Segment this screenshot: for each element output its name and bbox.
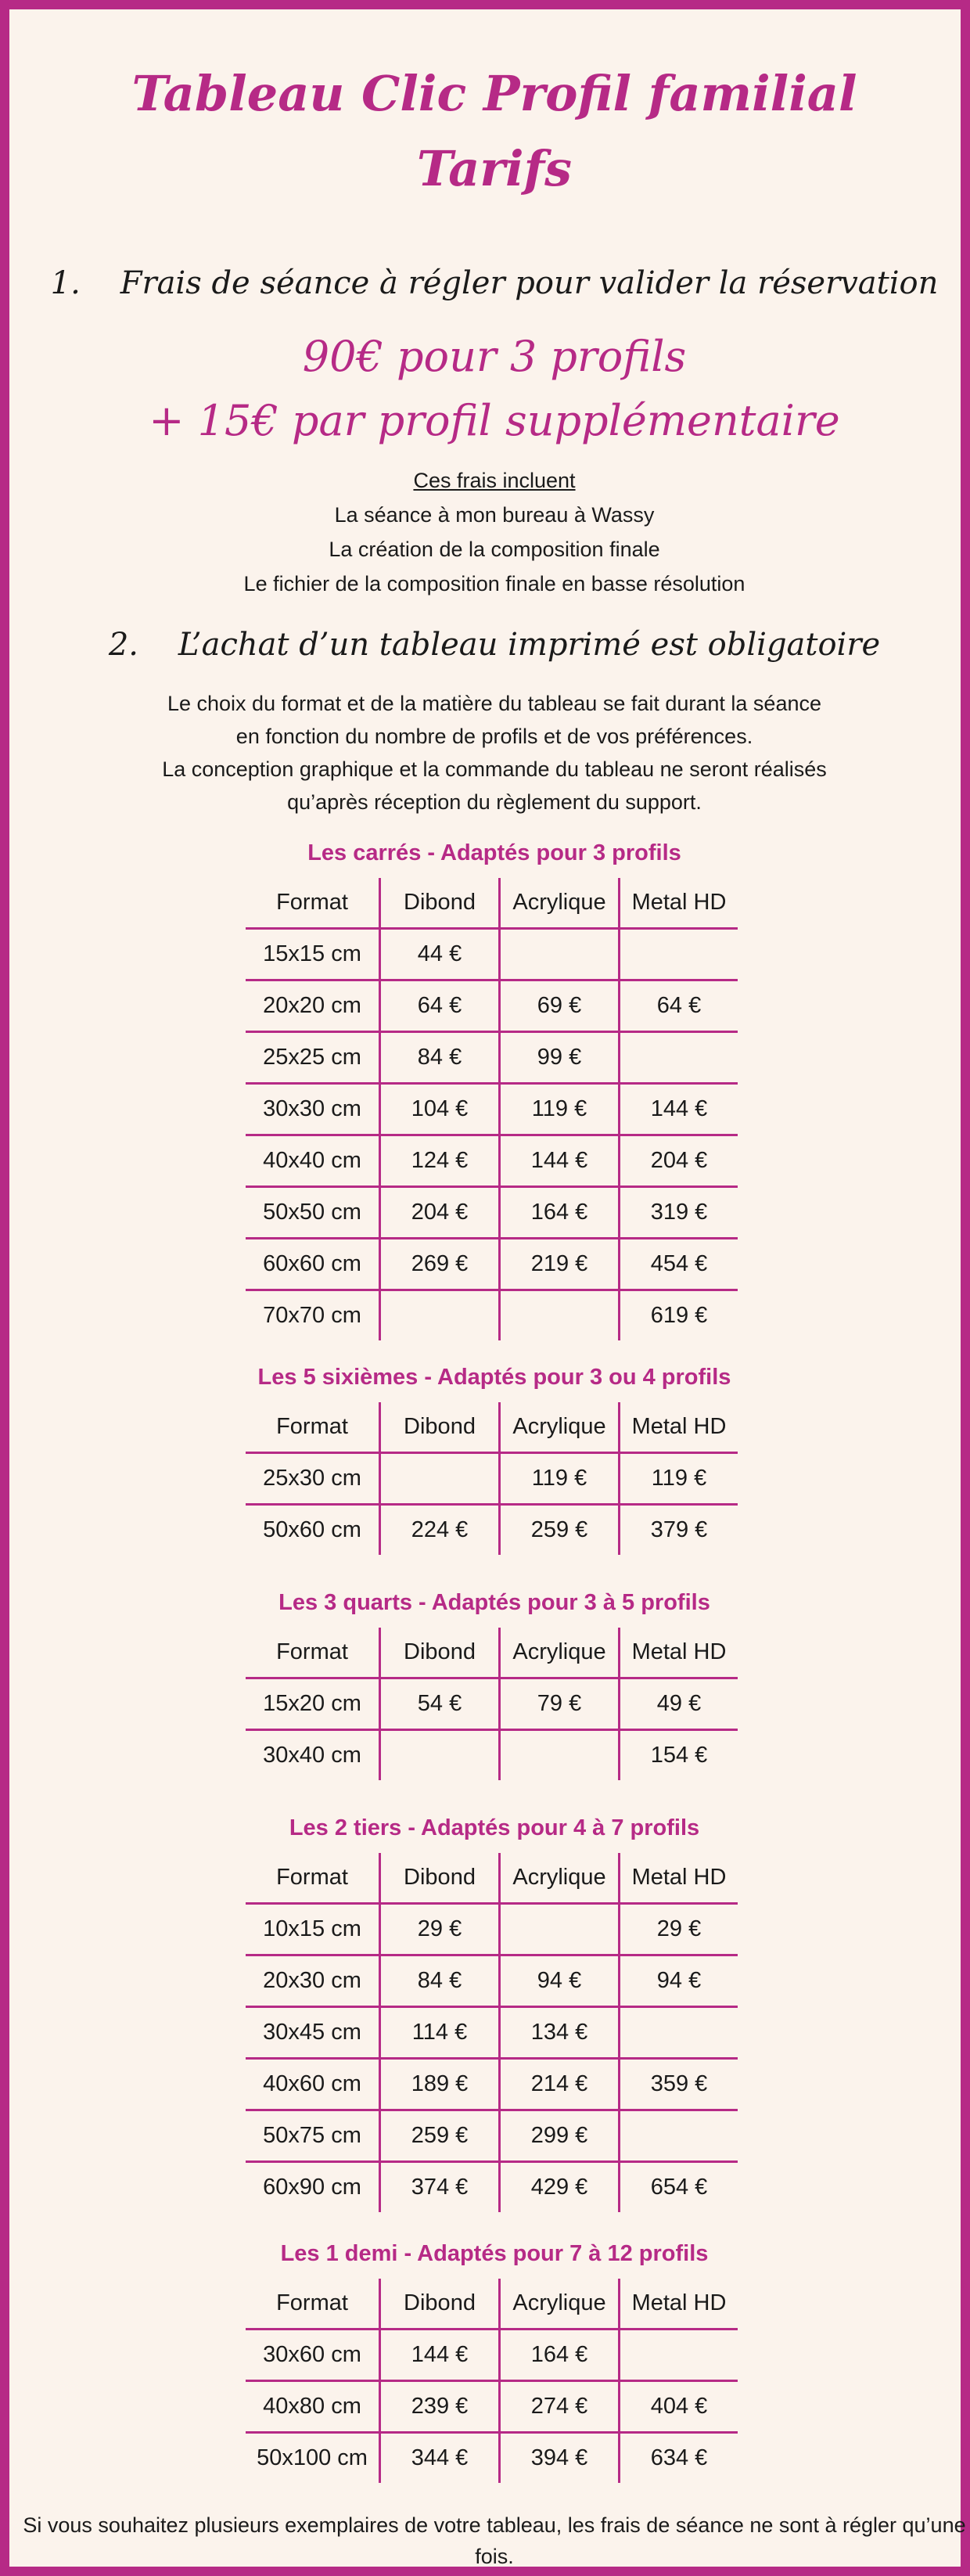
column-header: Acrylique (500, 1628, 620, 1678)
table-row (246, 1032, 738, 1084)
price-cell (500, 1904, 620, 1955)
price-cell: 119 € (500, 1084, 620, 1135)
price-cell: 84 € (380, 1955, 500, 2007)
column-header: Format (246, 1628, 380, 1678)
price-cell: 29 € (380, 1904, 500, 1955)
price-cell (620, 2007, 738, 2059)
column-header: Format (246, 878, 380, 929)
price-cell: 359 € (620, 2059, 738, 2110)
price-cell: 219 € (500, 1239, 620, 1290)
format-cell: 25x30 cm (246, 1453, 380, 1505)
price-base: 90€ pour 3 profils (302, 332, 687, 381)
price-cell: 49 € (620, 1678, 738, 1730)
price-cell: 259 € (500, 1505, 620, 1556)
format-cell: 70x70 cm (263, 1303, 361, 1328)
format-cell: 20x20 cm (246, 980, 380, 1032)
price-cell: 259 € (380, 2110, 500, 2162)
includes-heading: Ces frais incluent (413, 469, 576, 492)
price-cell: 44 € (380, 929, 500, 980)
price-cell: 154 € (620, 1730, 738, 1781)
format-cell: 10x15 cm (246, 1904, 380, 1955)
table-row (246, 1135, 738, 1187)
price-cell: 274 € (500, 2381, 620, 2433)
table-title-un-demi: Les 1 demi - Adaptés pour 7 à 12 profils (280, 2241, 709, 2266)
price-table-trois-quarts (246, 1628, 738, 1780)
paragraph-line: qu’après réception du règlement du support. (287, 790, 702, 814)
format-cell: 30x40 cm (263, 1743, 361, 1768)
table-title-carres: Les carrés - Adaptés pour 3 profils (307, 840, 681, 865)
price-cell: 299 € (500, 2110, 620, 2162)
format-cell: 50x50 cm (246, 1187, 380, 1239)
format-cell: 30x45 cm (246, 2007, 380, 2059)
price-cell: 119 € (500, 1453, 620, 1505)
column-header: Metal HD (620, 1628, 738, 1678)
format-cell: 30x30 cm (246, 1084, 380, 1135)
section-1-heading-text: Frais de séance à régler pour valider la réservation (120, 265, 939, 301)
table-row (246, 1678, 738, 1730)
price-cell: 69 € (500, 980, 620, 1032)
price-table-carres (246, 878, 738, 1340)
includes-item: Le fichier de la composition finale en basse résolution (243, 572, 745, 595)
table-row (246, 929, 738, 980)
price-cell: 344 € (380, 2433, 500, 2484)
price-cell: 429 € (500, 2162, 620, 2213)
format-cell: 50x100 cm (257, 2445, 368, 2470)
format-cell: 25x25 cm (246, 1032, 380, 1084)
table-row (246, 1239, 738, 1290)
column-header: Acrylique (500, 2279, 620, 2330)
paragraph-line: en fonction du nombre de profils et de vos préférences. (235, 725, 753, 748)
price-cell: 204 € (620, 1135, 738, 1187)
column-header: Metal HD (620, 1402, 738, 1453)
price-cell: 84 € (380, 1032, 500, 1084)
price-cell: 64 € (380, 980, 500, 1032)
price-cell: 189 € (380, 2059, 500, 2110)
price-cell: 99 € (500, 1032, 620, 1084)
format-cell: 40x40 cm (246, 1135, 380, 1187)
table-row (246, 1505, 738, 1556)
column-header: Dibond (380, 2279, 500, 2330)
table-row (246, 2330, 738, 2381)
price-cell: 124 € (380, 1135, 500, 1187)
price-cell (500, 1290, 620, 1341)
price-cell: 64 € (620, 980, 738, 1032)
column-header: Metal HD (620, 2279, 738, 2330)
column-header: Metal HD (620, 878, 738, 929)
price-cell (500, 929, 620, 980)
price-cell (620, 2330, 738, 2381)
price-table-cinq-sixiemes (246, 1402, 738, 1555)
price-cell: 634 € (620, 2433, 738, 2484)
price-cell (620, 929, 738, 980)
column-header: Acrylique (500, 878, 620, 929)
page-title: Tableau Clic Profil familial (131, 65, 857, 122)
price-cell: 94 € (500, 1955, 620, 2007)
table-row (246, 1730, 738, 1781)
includes-block (9, 463, 970, 601)
column-header: Dibond (380, 1853, 500, 1904)
price-cell: 164 € (500, 2330, 620, 2381)
table-row (246, 980, 738, 1032)
column-header: Format (246, 2279, 380, 2330)
table-header-row (246, 1402, 738, 1453)
table-row (246, 1187, 738, 1239)
section-1-heading (9, 260, 970, 307)
table-header-row (246, 1628, 738, 1678)
table-title-trois-quarts: Les 3 quarts - Adaptés pour 3 à 5 profils (278, 1590, 710, 1615)
column-header: Acrylique (500, 1402, 620, 1453)
column-header: Dibond (380, 1402, 500, 1453)
paragraph-line: La conception graphique et la commande du tableau ne seront réalisés (162, 757, 827, 781)
price-cell: 144 € (500, 1135, 620, 1187)
price-cell: 79 € (500, 1678, 620, 1730)
price-cell: 619 € (620, 1290, 738, 1341)
price-cell: 319 € (620, 1187, 738, 1239)
footer-note: Si vous souhaitez plusieurs exemplaires de votre tableau, les frais de séance ne sont à régler qu’une fois. (23, 2513, 966, 2568)
price-cell: 374 € (380, 2162, 500, 2213)
column-header: Dibond (380, 1628, 500, 1678)
table-title-cinq-sixiemes: Les 5 sixièmes - Adaptés pour 3 ou 4 profils (257, 1365, 731, 1390)
price-cell: 29 € (620, 1904, 738, 1955)
price-cell: 224 € (380, 1505, 500, 1556)
price-cell: 144 € (620, 1084, 738, 1135)
price-cell (380, 1730, 500, 1781)
table-row (246, 2059, 738, 2110)
column-header: Metal HD (620, 1853, 738, 1904)
section-1-number: 1. (50, 265, 81, 301)
section-2-number: 2. (108, 627, 139, 663)
price-cell: 214 € (500, 2059, 620, 2110)
price-table-un-demi (246, 2279, 738, 2483)
format-cell: 15x15 cm (246, 929, 380, 980)
section-2-paragraph (9, 687, 970, 818)
price-extra: + 15€ par profil supplémentaire (149, 396, 840, 445)
table-row (246, 1290, 738, 1341)
price-cell: 404 € (620, 2381, 738, 2433)
format-cell: 20x30 cm (246, 1955, 380, 2007)
price-cell: 134 € (500, 2007, 620, 2059)
price-cell: 104 € (380, 1084, 500, 1135)
includes-item: La création de la composition finale (329, 538, 660, 561)
table-row (246, 2162, 738, 2213)
price-cell: 239 € (380, 2381, 500, 2433)
price-cell: 94 € (620, 1955, 738, 2007)
price-cell: 269 € (380, 1239, 500, 1290)
table-header-row (246, 1853, 738, 1904)
table-header-row (246, 878, 738, 929)
column-header: Format (246, 1402, 380, 1453)
price-cell (380, 1453, 500, 1505)
section-2-heading-text: L’achat d’un tableau imprimé est obligatoire (178, 627, 881, 663)
table-row (246, 1955, 738, 2007)
price-cell: 654 € (620, 2162, 738, 2213)
format-cell: 50x75 cm (246, 2110, 380, 2162)
price-cell: 394 € (500, 2433, 620, 2484)
column-header: Acrylique (500, 1853, 620, 1904)
price-cell: 379 € (620, 1505, 738, 1556)
includes-item: La séance à mon bureau à Wassy (334, 503, 655, 527)
page-subtitle: Tarifs (416, 140, 573, 197)
paragraph-line: Le choix du format et de la matière du tableau se fait durant la séance (167, 692, 821, 715)
table-row (246, 1453, 738, 1505)
table-row (246, 2381, 738, 2433)
format-cell: 60x90 cm (263, 2175, 361, 2200)
table-row (246, 2433, 738, 2484)
price-cell: 204 € (380, 1187, 500, 1239)
table-row (246, 2007, 738, 2059)
format-cell: 40x60 cm (246, 2059, 380, 2110)
format-cell: 30x60 cm (246, 2330, 380, 2381)
table-title-deux-tiers: Les 2 tiers - Adaptés pour 4 à 7 profils (289, 1815, 700, 1840)
table-row (246, 1084, 738, 1135)
price-cell: 54 € (380, 1678, 500, 1730)
price-table-deux-tiers (246, 1853, 738, 2212)
price-cell: 114 € (380, 2007, 500, 2059)
format-cell: 50x60 cm (263, 1517, 361, 1542)
format-cell: 40x80 cm (246, 2381, 380, 2433)
section-2-heading (9, 621, 970, 668)
table-row (246, 2110, 738, 2162)
format-cell: 15x20 cm (246, 1678, 380, 1730)
price-cell: 119 € (620, 1453, 738, 1505)
format-cell: 60x60 cm (246, 1239, 380, 1290)
price-cell: 454 € (620, 1239, 738, 1290)
table-row (246, 1904, 738, 1955)
price-cell (620, 2110, 738, 2162)
price-cell: 164 € (500, 1187, 620, 1239)
price-cell: 144 € (380, 2330, 500, 2381)
price-cell (620, 1032, 738, 1084)
price-cell (380, 1290, 500, 1341)
table-header-row (246, 2279, 738, 2330)
price-cell (500, 1730, 620, 1781)
column-header: Format (246, 1853, 380, 1904)
column-header: Dibond (380, 878, 500, 929)
